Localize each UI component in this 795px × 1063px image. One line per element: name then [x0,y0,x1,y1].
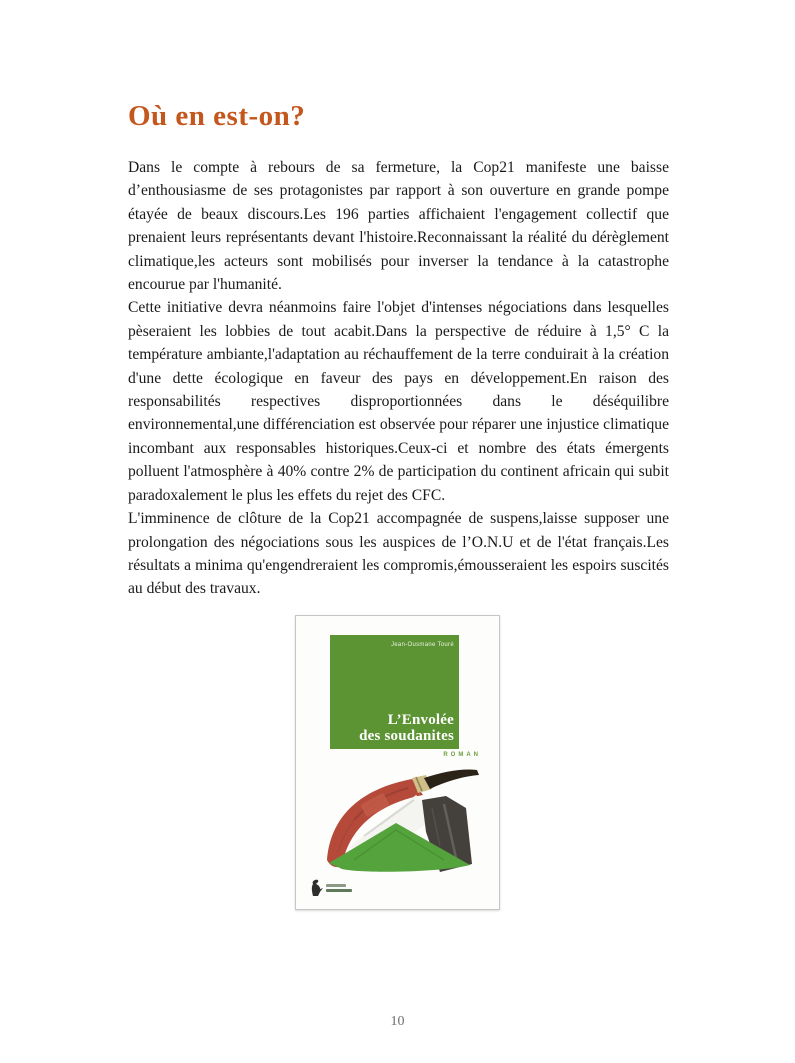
book-author: Jean-Ousmane Touré [391,642,454,648]
book-cover-image [295,615,500,910]
publisher-bird-icon [309,878,323,898]
article-body [128,156,669,601]
book-title-line1: L’Envolée [387,712,454,728]
book-cover-green-panel [330,635,459,749]
page-title: Où en est-on? [128,100,306,132]
page-number: 10 [390,1014,405,1029]
paragraph-2: Cette initiative devra néanmoins faire l'objet d'intenses négociations dans lesquelles pèseraient les lobbies de tout acabit.Dans la perspective de réduire à 1,5° C la température ambiante,l'adaptation au réchauffement de la terre conduirait à la création d'une dette écologique en faveur des pays en développement.En raison des responsabilités respectives disproportionnées dans le déséquilibre environnemental,une différenciation est observée pour réparer une injustice climatique incombant aux responsables historiques.Ceux-ci et nombre des états émergents polluent l'atmosphère à 40% contre 2% de participation du continent africain qui subit paradoxalement le plus les effets du rejet des CFC. [128,299,669,504]
paragraph-3: L'imminence de clôture de la Cop21 accompagnée de suspens,laisse supposer une prolongation des négociations sous les auspices de l’O.N.U et de l'état français.Les résultats a minima qu'engendreraient les compromis,émousseraient les espoirs suscités au début des travaux. [128,510,669,598]
draped-flag-illustration [324,768,482,886]
paragraph-1: Dans le compte à rebours de sa fermeture, la Cop21 manifeste une baisse d’enthousiasme de ses protagonistes par rapport à son ouverture en grande pompe étayée de beaux discours.Les 196 parties affichaient l'engagement collectif que prenaient leurs représentants devant l'histoire.Reconnaissant la réalité du dérèglement climatique,les acteurs sont mobilisés pour inverser la tendance à la catastrophe encourue par l'humanité. [128,159,669,294]
brush-handle [424,769,479,789]
book-title-line2: des soudanites [359,728,454,744]
book-title [359,712,454,744]
publisher-name-text [326,884,352,892]
book-genre-label: ROMAN [443,752,481,758]
article [128,100,669,601]
publisher-logo [309,878,352,898]
